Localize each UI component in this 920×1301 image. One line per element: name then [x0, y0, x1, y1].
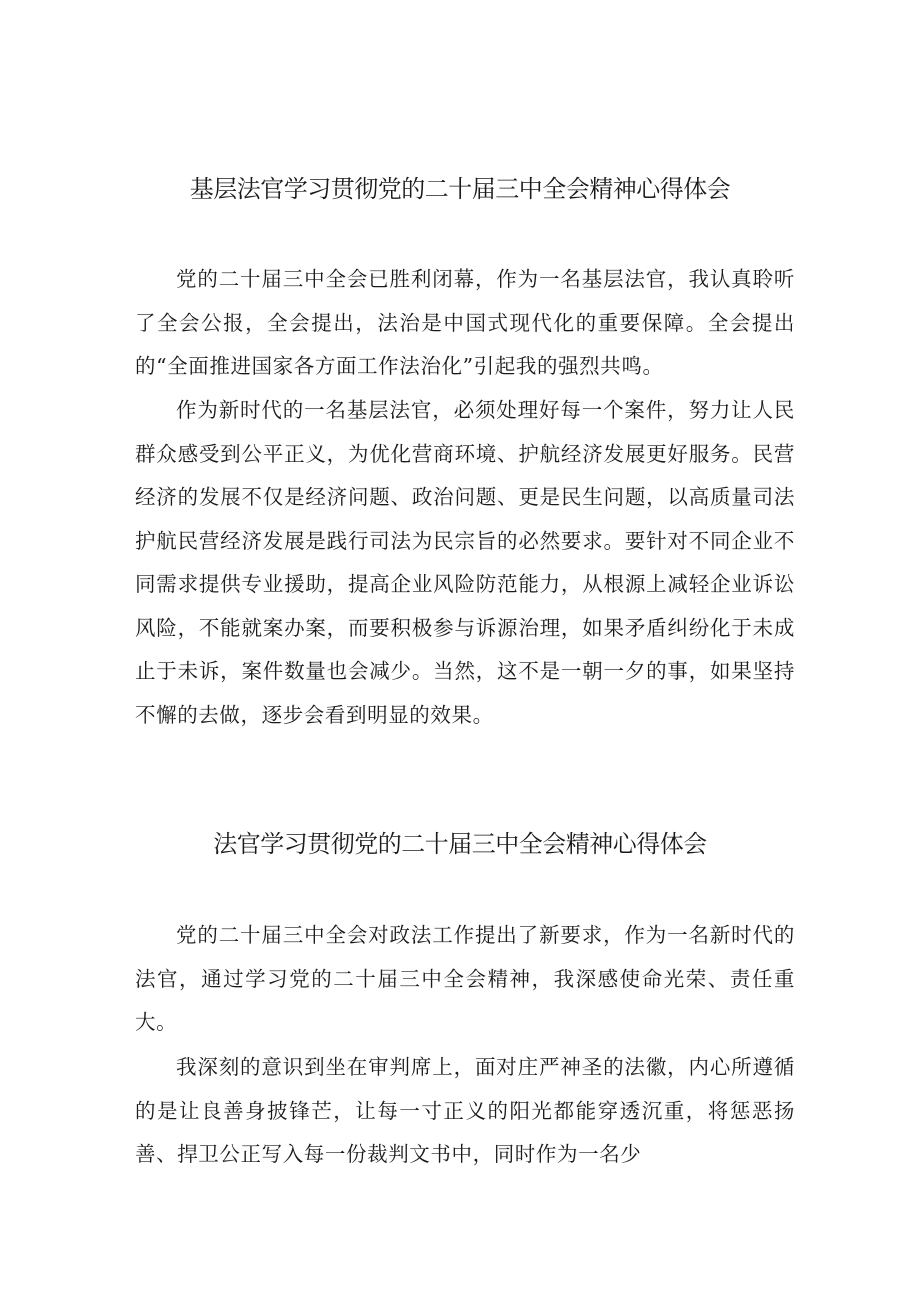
- article-2-paragraph-1: 党的二十届三中全会对政法工作提出了新要求，作为一名新时代的法官，通过学习党的二十届三中全会精神，我深感使命光荣、责任重大。: [135, 923, 795, 1034]
- article-2-paragraph-2: 我深刻的意识到坐在审判席上，面对庄严神圣的法徽，内心所遵循的是让良善身披锋芒，让每一寸正义的阳光都能穿透沉重，将惩恶扬善、捍卫公正写入每一份裁判文书中，同时作为一名少: [135, 1055, 795, 1166]
- article-1-paragraph-2: 作为新时代的一名基层法官，必须处理好每一个案件，努力让人民群众感受到公平正义，为优化营商环境、护航经济发展更好服务。民营经济的发展不仅是经济问题、政治问题、更是民生问题，以高质量司法护航民营经济发展是践行司法为民宗旨的必然要求。要针对不同企业不同需求提供专业援助，提高企业风险防范能力，从根源上减轻企业诉讼风险，不能就案办案，而要积极参与诉源治理，如果矛盾纠纷化于未成止于未诉，案件数量也会减少。当然，这不是一朝一夕的事，如果坚持不懈的去做，逐步会看到明显的效果。: [135, 398, 795, 727]
- article-1-title: 基层法官学习贯彻党的二十届三中全会精神心得体会: [189, 175, 731, 203]
- article-2-title: 法官学习贯彻党的二十届三中全会精神心得体会: [213, 830, 707, 858]
- article-1-paragraph-1: 党的二十届三中全会已胜利闭幕，作为一名基层法官，我认真聆听了全会公报，全会提出，法治是中国式现代化的重要保障。全会提出的“全面推进国家各方面工作法治化”引起我的强烈共鸣。: [135, 267, 795, 378]
